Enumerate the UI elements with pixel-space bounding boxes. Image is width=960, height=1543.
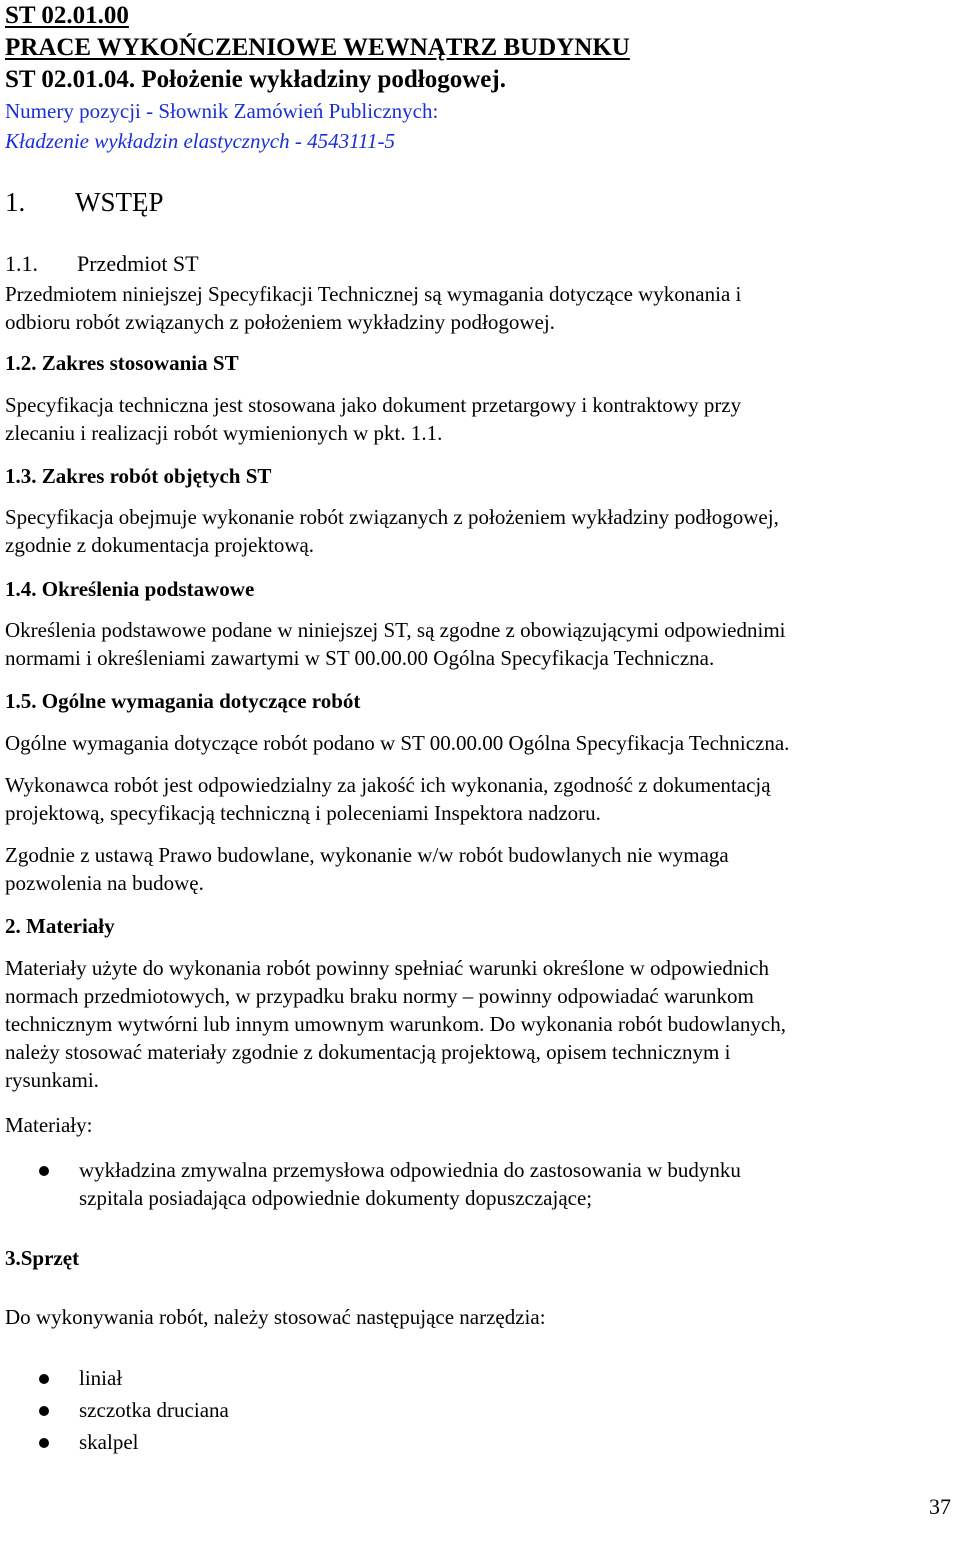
spec-code: ST 02.01.00 — [5, 2, 129, 29]
text-line: wykładzina zmywalna przemysłowa odpowiednia do zastosowania w budynku — [79, 1158, 741, 1182]
text-line: zlecaniu i realizacji robót wymienionych w pkt. 1.1. — [5, 421, 443, 445]
section-2-body — [5, 954, 955, 1094]
section-2-heading: 2. Materiały — [5, 914, 115, 938]
cpv-line-2: Kładzenie wykładzin elastycznych - 4543111-5 — [5, 129, 395, 153]
text-line: szpitala posiadająca odpowiednie dokumenty dopuszczające; — [79, 1186, 593, 1210]
section-1-1-title: Przedmiot ST — [77, 251, 199, 276]
text-line: normami i określeniami zawartymi w ST 00.00.00 Ogólna Specyfikacja Techniczna. — [5, 646, 715, 670]
section-1-5-heading: 1.5. Ogólne wymagania dotyczące robót — [5, 689, 361, 713]
page-number: 37 — [929, 1494, 951, 1519]
cpv-line-1: Numery pozycji - Słownik Zamówień Publicznych: — [5, 99, 439, 123]
list-item — [5, 1426, 955, 1458]
section-1-2-heading: 1.2. Zakres stosowania ST — [5, 351, 239, 375]
section-1-3-body — [5, 503, 955, 559]
materials-list — [5, 1156, 955, 1212]
text-line: normach przedmiotowych, w przypadku braku normy – powinny odpowiadać warunkom — [5, 984, 754, 1008]
section-1-2-body — [5, 391, 955, 447]
section-3-heading: 3.Sprzęt — [5, 1246, 80, 1270]
list-item-text: skalpel — [79, 1430, 139, 1454]
section-1-1-heading — [5, 250, 199, 278]
text-line: Zgodnie z ustawą Prawo budowlane, wykonanie w/w robót budowlanych nie wymaga — [5, 843, 729, 867]
text-line: należy stosować materiały zgodnie z dokumentacją projektową, opisem technicznym i — [5, 1040, 731, 1064]
text-line: Materiały użyte do wykonania robót powinny spełniać warunki określone w odpowiednich — [5, 956, 769, 980]
text-line: Specyfikacja techniczna jest stosowana jako dokument przetargowy i kontraktowy przy — [5, 393, 742, 417]
tools-list — [5, 1362, 955, 1458]
section-3-intro: Do wykonywania robót, należy stosować następujące narzędzia: — [5, 1305, 546, 1329]
list-item — [5, 1394, 955, 1426]
list-item-text: liniał — [79, 1366, 123, 1390]
section-1-1-body — [5, 280, 955, 336]
text-line: pozwolenia na budowę. — [5, 871, 204, 895]
spec-title: PRACE WYKOŃCZENIOWE WEWNĄTRZ BUDYNKU — [5, 34, 630, 61]
list-item — [5, 1362, 955, 1394]
spec-subtitle: ST 02.01.04. Położenie wykładziny podłogowej. — [5, 66, 506, 93]
bullet-icon — [39, 1166, 49, 1176]
section-1-1-number: 1.1. — [5, 251, 38, 276]
list-item-text: szczotka druciana — [79, 1398, 229, 1422]
materials-label: Materiały: — [5, 1113, 93, 1137]
section-1-5-paragraph-2 — [5, 771, 955, 827]
section-1-title: WSTĘP — [75, 187, 164, 217]
text-line: odbioru robót związanych z położeniem wykładziny podłogowej. — [5, 310, 555, 334]
bullet-icon — [39, 1438, 49, 1448]
text-line: zgodnie z dokumentacja projektową. — [5, 533, 315, 557]
section-1-heading — [5, 186, 164, 218]
list-item — [5, 1156, 955, 1212]
bullet-icon — [39, 1406, 49, 1416]
text-line: Określenia podstawowe podane w niniejszej ST, są zgodne z obowiązującymi odpowiednimi — [5, 618, 786, 642]
document-page — [5, 0, 955, 1543]
bullet-icon — [39, 1374, 49, 1384]
section-1-4-heading: 1.4. Określenia podstawowe — [5, 577, 255, 601]
section-1-5-paragraph-3 — [5, 841, 955, 897]
text-line: technicznym wytwórni lub innym umownym warunkom. Do wykonania robót budowlanych, — [5, 1012, 786, 1036]
text-line: Wykonawca robót jest odpowiedzialny za jakość ich wykonania, zgodność z dokumentacją — [5, 773, 771, 797]
section-1-3-heading: 1.3. Zakres robót objętych ST — [5, 464, 272, 488]
text-line: rysunkami. — [5, 1068, 99, 1092]
section-1-number: 1. — [5, 187, 26, 217]
section-1-4-body — [5, 616, 955, 672]
text-line: Specyfikacja obejmuje wykonanie robót związanych z położeniem wykładziny podłogowej, — [5, 505, 779, 529]
text-line: projektową, specyfikacją techniczną i poleceniami Inspektora nadzoru. — [5, 801, 601, 825]
section-1-5-paragraph-1: Ogólne wymagania dotyczące robót podano w ST 00.00.00 Ogólna Specyfikacja Techniczna. — [5, 731, 790, 755]
text-line: Przedmiotem niniejszej Specyfikacji Technicznej są wymagania dotyczące wykonania i — [5, 282, 742, 306]
